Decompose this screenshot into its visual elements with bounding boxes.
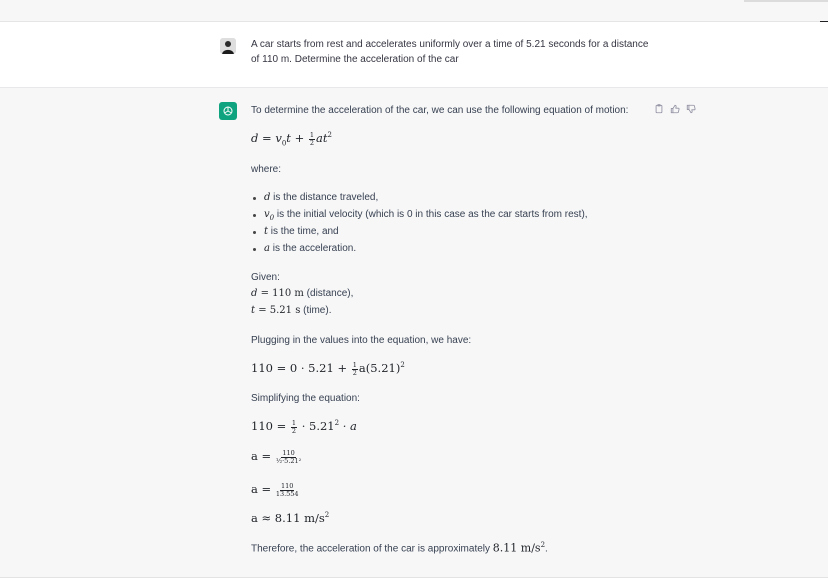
equation-simplified: 110 = $\frac{1}{2}$ · $5.21^2 \cdot a$ xyxy=(251,418,357,435)
equation-of-motion: $d = v_0t$ + $\frac{1}{2}$ $at^2$ xyxy=(251,130,332,148)
equation-result: a ≈ 8.11 $m/s^2$ xyxy=(251,511,330,525)
copy-icon[interactable] xyxy=(654,104,664,114)
list-item: t is the time, and xyxy=(251,226,651,242)
user-message-text: A car starts from rest and accelerates uniformly over a time of 5.21 seconds for a distance of 110 m. Determine the acceleration of the car xyxy=(251,39,649,65)
given-time: t = 5.21 s (time). xyxy=(251,305,332,316)
plugging-text: Plugging in the values into the equation, we have: xyxy=(251,335,472,346)
equation-a-fraction: a = $\frac{110}{\text{½·5.21²}}$ xyxy=(251,448,302,465)
user-avatar xyxy=(220,38,236,54)
variables-list xyxy=(251,192,651,262)
equation-substituted: 110 = 0 · 5.21 + $\frac{1}{2}$ $a(5.21)^2$ xyxy=(251,360,405,377)
list-item: $v_0$ is the initial velocity (which is 0 in this case as the car starts from rest), xyxy=(251,209,651,225)
where-label: where: xyxy=(251,164,282,175)
list-item: d is the distance traveled, xyxy=(251,192,651,208)
assistant-message-row xyxy=(0,88,828,578)
given-distance: d = 110 m (distance), xyxy=(251,288,354,299)
thumbs-up-icon[interactable] xyxy=(670,104,680,114)
top-bar xyxy=(0,0,828,22)
given-label: Given: xyxy=(251,272,280,283)
intro-text: To determine the acceleration of the car, we can use the following equation of motion: xyxy=(251,105,629,116)
user-message-row xyxy=(0,22,828,88)
thumbs-down-icon[interactable] xyxy=(686,104,696,114)
user-avatar-icon xyxy=(220,38,236,54)
equation-a-value: a = $\frac{110}{13.554}$ xyxy=(251,481,299,498)
conclusion-text: Therefore, the acceleration of the car is approximately 8.11 $m/s^2$. xyxy=(251,541,548,555)
list-item: a is the acceleration. xyxy=(251,243,651,259)
simplifying-text: Simplifying the equation: xyxy=(251,393,360,404)
top-bar-shadow xyxy=(744,0,828,2)
chatgpt-logo-icon xyxy=(219,102,237,120)
message-actions xyxy=(654,104,696,114)
